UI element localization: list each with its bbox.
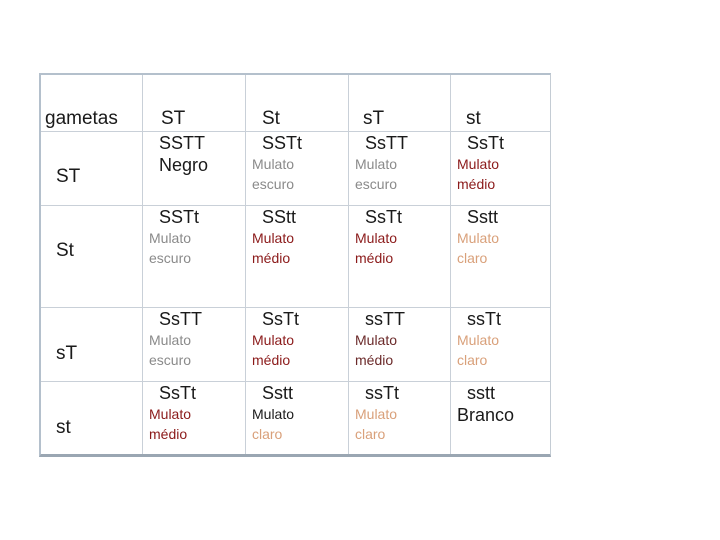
offspring-cell: [349, 308, 450, 370]
offspring-cell: [451, 308, 551, 370]
offspring-cell: [349, 132, 450, 194]
phenotype: Mulato claro: [355, 406, 398, 442]
phenotype: Branco: [457, 405, 515, 425]
genotype: SSTT: [159, 133, 206, 153]
genotype: SsTt: [262, 309, 300, 329]
offspring-cell: [451, 382, 551, 426]
offspring-cell: [451, 132, 551, 194]
genotype: Sstt: [467, 207, 499, 227]
row-header-St: St: [56, 240, 74, 261]
offspring-cell: [143, 382, 245, 444]
offspring-cell: [246, 308, 348, 370]
phenotype: Mulato claro: [457, 230, 500, 266]
row-header-sT: sT: [56, 343, 78, 364]
genotype: SSTt: [262, 133, 303, 153]
phenotype: Mulato médio: [457, 156, 500, 192]
col-header-St: St: [262, 108, 280, 129]
offspring-cell: [143, 206, 245, 268]
col-header-st: st: [466, 108, 481, 129]
phenotype: Mulato claro: [252, 406, 295, 442]
phenotype: Mulato médio: [252, 332, 295, 368]
offspring-cell: [246, 206, 348, 268]
genotype: ssTt: [467, 309, 501, 329]
genotype: ssTt: [365, 383, 399, 403]
genotype: ssTT: [365, 309, 405, 329]
genotype: sstt: [467, 383, 496, 403]
phenotype: Mulato escuro: [149, 332, 192, 368]
phenotype: Mulato escuro: [355, 156, 398, 192]
genotype: SsTt: [365, 207, 403, 227]
phenotype: Mulato médio: [355, 332, 398, 368]
col-header-sT: sT: [363, 108, 385, 129]
phenotype: Mulato escuro: [252, 156, 295, 192]
offspring-cell: [349, 382, 450, 444]
offspring-cell: [246, 132, 348, 194]
phenotype: Mulato médio: [355, 230, 398, 266]
row-header-st: st: [56, 417, 71, 438]
phenotype: Negro: [159, 155, 209, 175]
genotype: SSTt: [159, 207, 200, 227]
genotype: SsTt: [159, 383, 197, 403]
genotype: SsTT: [365, 133, 408, 153]
phenotype: Mulato médio: [252, 230, 295, 266]
punnett-square: [39, 73, 551, 457]
col-header-ST: ST: [161, 108, 186, 129]
genotype: Sstt: [262, 383, 294, 403]
offspring-cell: [246, 382, 348, 444]
offspring-cell: [143, 308, 245, 370]
offspring-cell: [451, 206, 551, 268]
row-header-ST: ST: [56, 166, 81, 187]
phenotype: Mulato escuro: [149, 230, 192, 266]
corner-label: gametas: [45, 108, 118, 129]
phenotype: Mulato claro: [457, 332, 500, 368]
phenotype: Mulato médio: [149, 406, 192, 442]
genotype: SStt: [262, 207, 297, 227]
genotype: SsTT: [159, 309, 202, 329]
offspring-cell: [349, 206, 450, 268]
offspring-cell: [143, 132, 245, 176]
genotype: SsTt: [467, 133, 505, 153]
